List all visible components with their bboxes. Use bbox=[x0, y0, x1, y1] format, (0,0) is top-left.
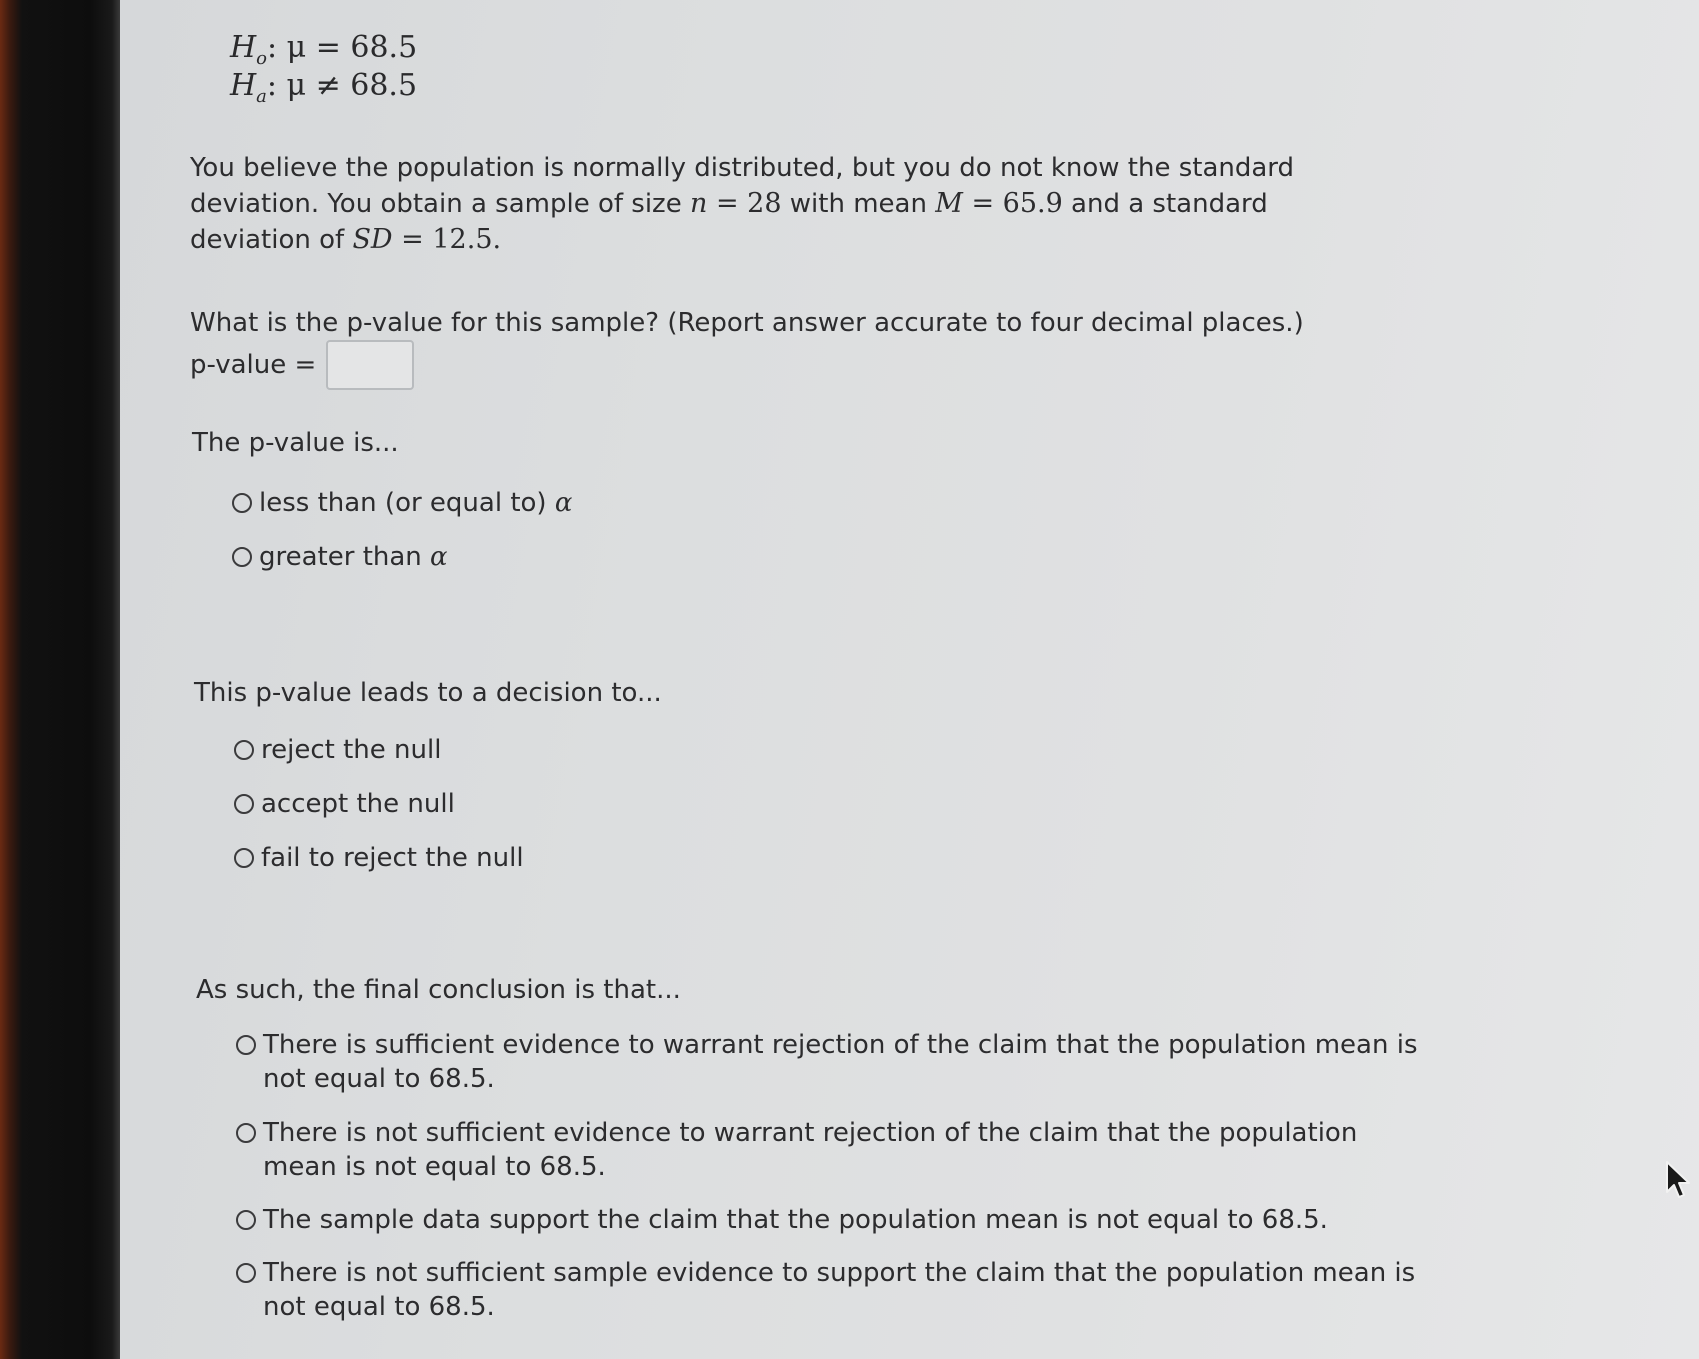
alt-hypothesis-subscript: a bbox=[256, 86, 267, 107]
radio-button[interactable] bbox=[234, 794, 254, 814]
alt-hypothesis-text: : μ ≠ 68.5 bbox=[266, 68, 418, 103]
sample-mean-value: = 65.9 bbox=[962, 188, 1063, 219]
option-conclusion-3[interactable] bbox=[236, 1203, 1328, 1237]
radio-button[interactable] bbox=[232, 493, 252, 513]
conclusion-prompt: As such, the final conclusion is that... bbox=[196, 975, 681, 1005]
null-hypothesis bbox=[230, 30, 417, 69]
problem-line-2-mid: with mean bbox=[781, 189, 936, 219]
mouse-cursor-icon bbox=[1665, 1160, 1693, 1200]
sample-size bbox=[690, 188, 782, 219]
option-label bbox=[263, 1116, 1357, 1184]
option-label: The sample data support the claim that the population mean is not equal to 68.5. bbox=[263, 1205, 1328, 1235]
sample-mean bbox=[935, 188, 1063, 219]
sample-size-value: = 28 bbox=[707, 188, 782, 219]
option-label-line-2: not equal to 68.5. bbox=[263, 1292, 495, 1322]
radio-button[interactable] bbox=[236, 1123, 256, 1143]
option-label bbox=[259, 540, 448, 574]
null-hypothesis-subscript: o bbox=[256, 48, 268, 69]
pvalue-prompt: What is the p-value for this sample? (Report answer accurate to four decimal places.) bbox=[190, 308, 1304, 338]
option-label: fail to reject the null bbox=[261, 843, 524, 873]
radio-button[interactable] bbox=[232, 547, 252, 567]
pvalue-row bbox=[190, 340, 414, 390]
alpha-symbol: α bbox=[430, 542, 448, 572]
problem-line-2-end: and a standard bbox=[1062, 189, 1268, 219]
radio-button[interactable] bbox=[234, 740, 254, 760]
option-fail-to-reject-null[interactable] bbox=[234, 841, 524, 875]
sample-sd bbox=[352, 224, 501, 255]
option-label-line-1: There is sufficient evidence to warrant rejection of the claim that the population mean is bbox=[263, 1030, 1418, 1060]
option-conclusion-4[interactable] bbox=[236, 1256, 1415, 1324]
option-label-text: less than (or equal to) bbox=[259, 488, 555, 518]
option-reject-null[interactable] bbox=[234, 733, 441, 767]
null-hypothesis-text: : μ = 68.5 bbox=[267, 30, 418, 65]
option-label bbox=[263, 1256, 1415, 1324]
option-label: accept the null bbox=[261, 789, 455, 819]
option-label-line-1: There is not sufficient sample evidence to support the claim that the population mean is bbox=[263, 1258, 1416, 1288]
option-label-line-2: mean is not equal to 68.5. bbox=[263, 1152, 606, 1182]
alt-hypothesis-symbol: H bbox=[230, 68, 257, 103]
sample-size-symbol: n bbox=[689, 188, 708, 219]
pvalue-input[interactable] bbox=[326, 340, 414, 390]
option-label bbox=[263, 1028, 1418, 1096]
problem-line-2 bbox=[190, 186, 1490, 222]
pvalue-label: p-value = bbox=[190, 350, 317, 380]
sample-mean-symbol: M bbox=[935, 188, 963, 219]
option-label-line-1: There is not sufficient evidence to warrant rejection of the claim that the population bbox=[263, 1118, 1358, 1148]
option-conclusion-1[interactable] bbox=[236, 1028, 1418, 1096]
radio-button[interactable] bbox=[236, 1263, 256, 1283]
alternative-hypothesis bbox=[230, 68, 417, 107]
option-conclusion-2[interactable] bbox=[236, 1116, 1357, 1184]
option-label-text: greater than bbox=[259, 542, 431, 572]
monitor-bezel bbox=[0, 0, 120, 1359]
null-hypothesis-symbol: H bbox=[230, 30, 257, 65]
option-label-line-2: not equal to 68.5. bbox=[263, 1064, 495, 1094]
option-label: reject the null bbox=[261, 735, 442, 765]
problem-statement bbox=[190, 150, 1490, 258]
option-label bbox=[259, 486, 572, 520]
radio-button[interactable] bbox=[236, 1210, 256, 1230]
option-less-than-alpha[interactable] bbox=[232, 486, 572, 520]
question-page bbox=[120, 0, 1699, 1359]
pvalue-comparison-prompt: The p-value is... bbox=[192, 428, 399, 458]
problem-line-1: You believe the population is normally distributed, but you do not know the standard bbox=[190, 153, 1295, 183]
option-greater-than-alpha[interactable] bbox=[232, 540, 448, 574]
sample-sd-symbol: SD bbox=[352, 224, 393, 255]
radio-button[interactable] bbox=[234, 848, 254, 868]
decision-prompt: This p-value leads to a decision to... bbox=[194, 678, 662, 708]
radio-button[interactable] bbox=[236, 1035, 256, 1055]
problem-line-3 bbox=[190, 222, 1490, 258]
problem-line-2-start: deviation. You obtain a sample of size bbox=[190, 189, 690, 219]
alpha-symbol: α bbox=[554, 488, 573, 518]
problem-line-3-start: deviation of bbox=[190, 225, 353, 255]
option-accept-null[interactable] bbox=[234, 787, 455, 821]
sample-sd-value: = 12.5. bbox=[392, 224, 502, 255]
